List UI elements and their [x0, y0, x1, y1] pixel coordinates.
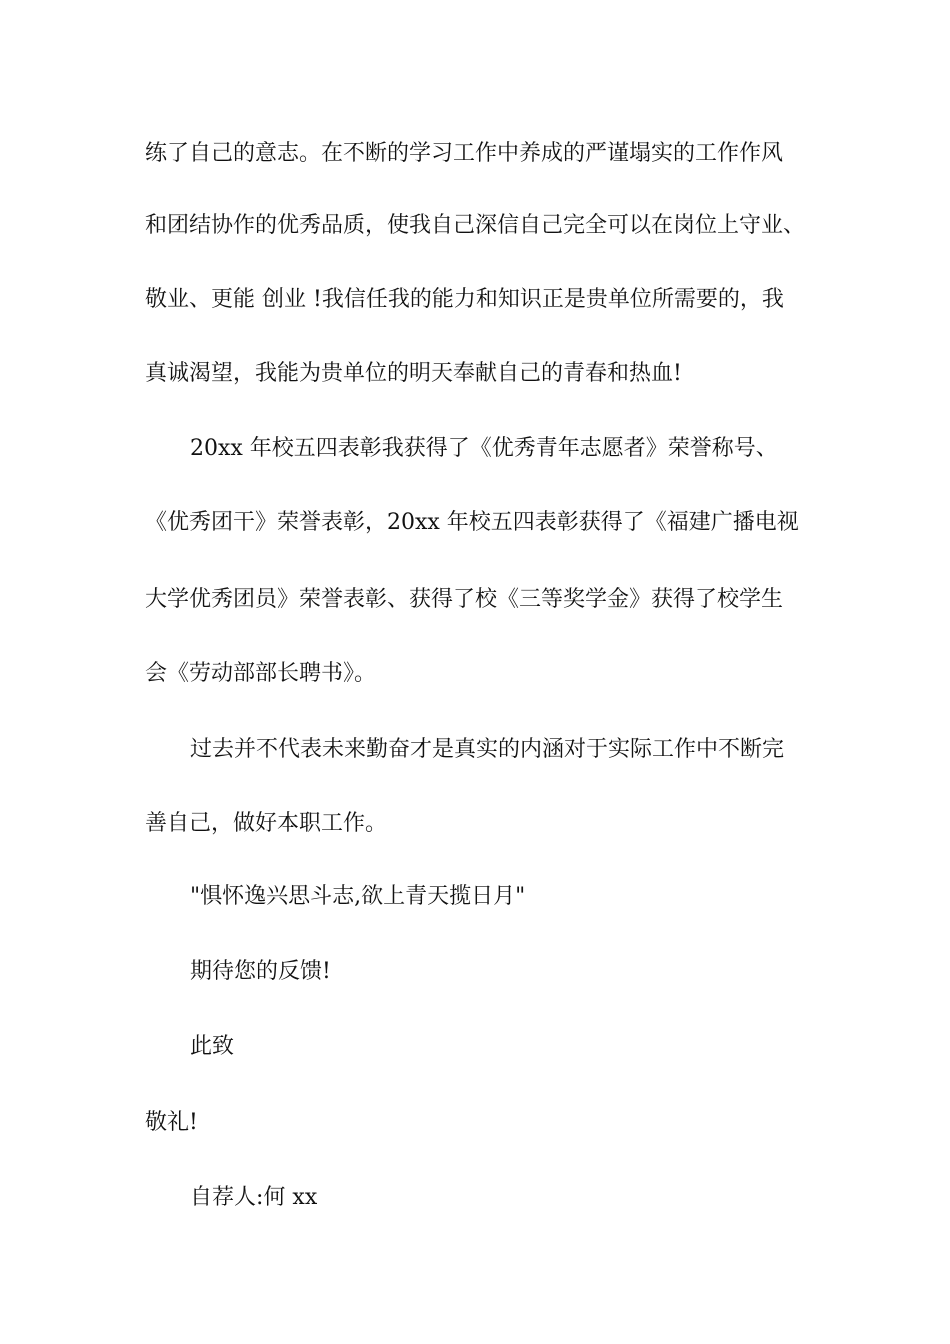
paragraph-line: 和团结协作的优秀品质，使我自己深信自己完全可以在岗位上守业、	[145, 213, 806, 238]
paragraph-line: 20xx 年校五四表彰我获得了《优秀青年志愿者》荣誉称号、	[190, 436, 778, 461]
paragraph-line: 真诚渴望，我能为贵单位的明天奉献自己的青春和热血!	[145, 361, 682, 386]
paragraph-line: 过去并不代表未来勤奋才是真实的内涵对于实际工作中不断完	[190, 737, 785, 762]
paragraph-line: 《优秀团干》荣誉表彰，20xx 年校五四表彰获得了《福建广播电视	[145, 510, 799, 535]
regards: 敬礼!	[145, 1110, 198, 1135]
closing-request: 期待您的反馈!	[190, 959, 331, 984]
paragraph-line: 会《劳动部部长聘书》。	[145, 661, 377, 686]
paragraph-line: 大学优秀团员》荣誉表彰、获得了校《三等奖学金》获得了校学生	[145, 587, 784, 612]
paragraph-line: 善自己，做好本职工作。	[145, 811, 388, 836]
quote-line: "惧怀逸兴思斗志,欲上青天揽日月"	[190, 884, 526, 909]
paragraph-line: 练了自己的意志。在不断的学习工作中养成的严谨塌实的工作作风	[145, 141, 784, 166]
paragraph-line: 敬业、更能 创业 !我信任我的能力和知识正是贵单位所需要的，我	[145, 287, 784, 312]
salutation: 此致	[190, 1034, 235, 1059]
signature: 自荐人:何 xx	[190, 1185, 318, 1210]
